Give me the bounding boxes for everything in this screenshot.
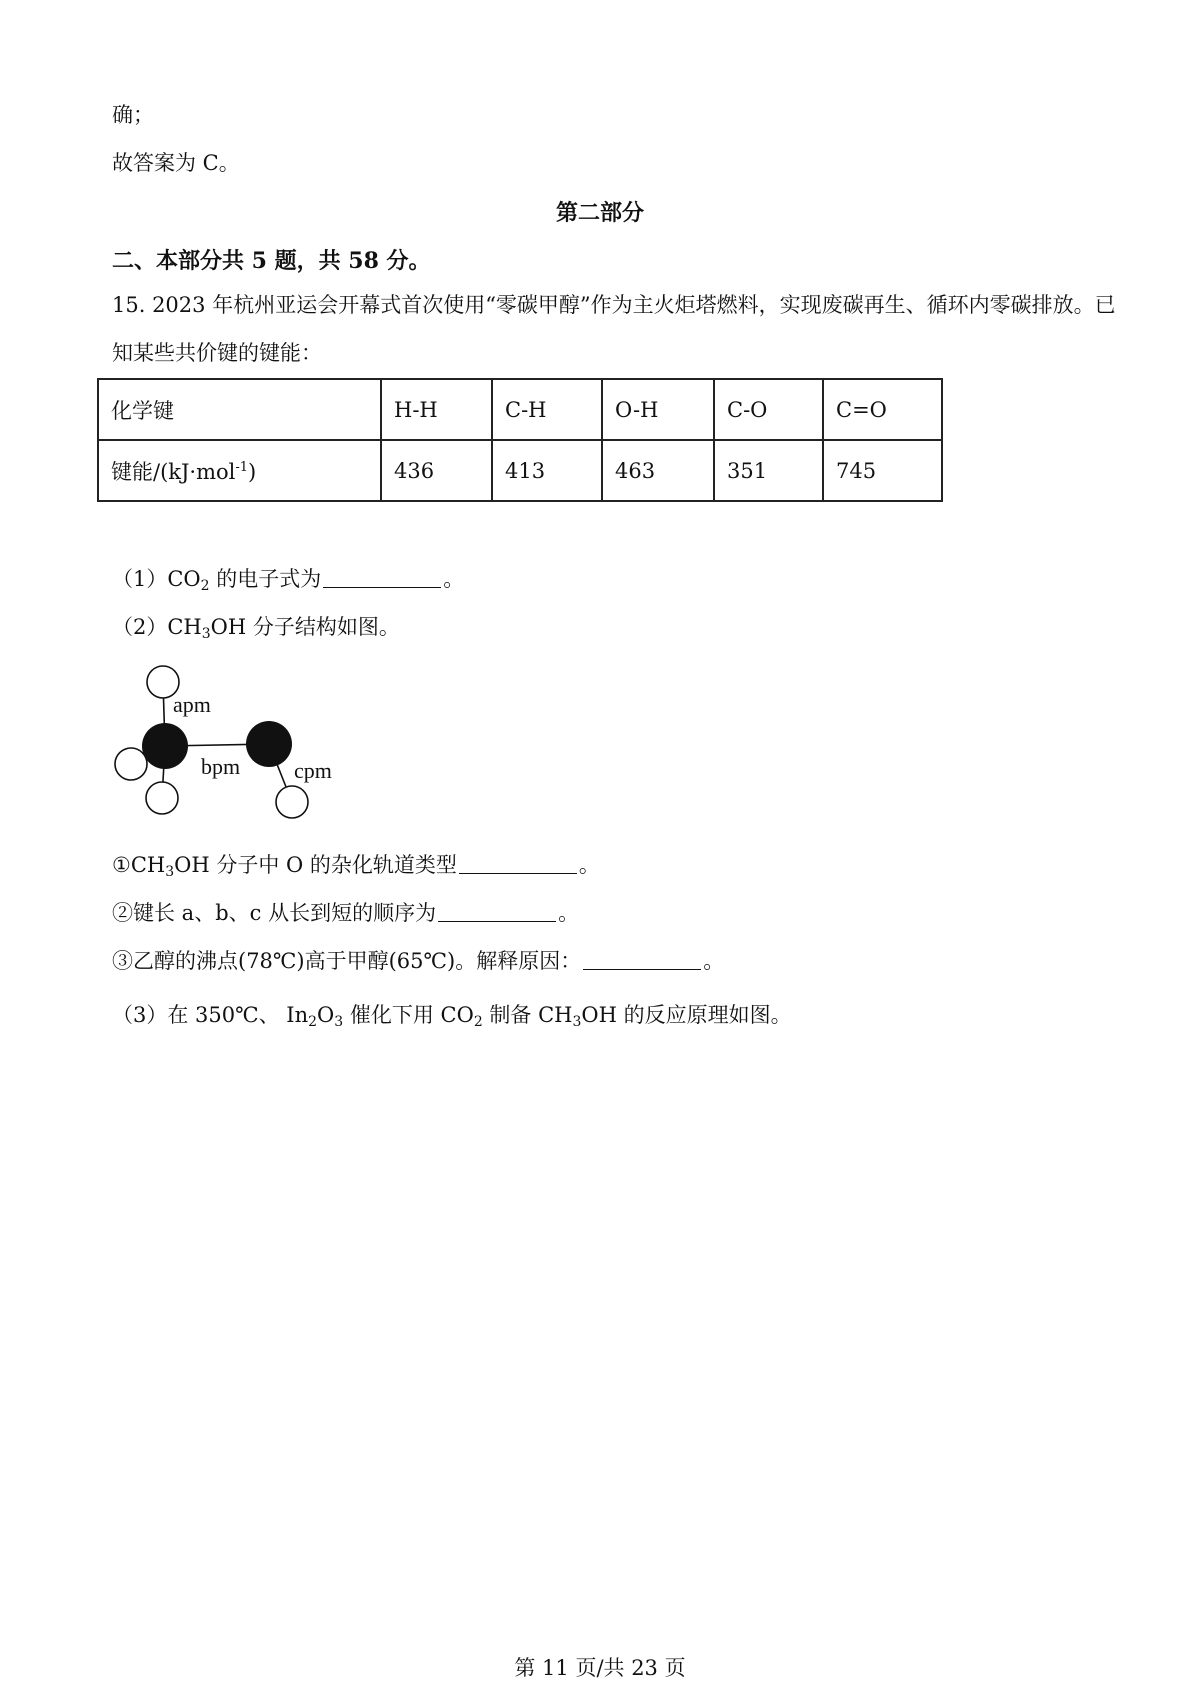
subscript: 2 — [473, 1014, 483, 1030]
energy-label: 键能/(kJ·mol — [111, 459, 236, 484]
text: （2）CH — [112, 615, 202, 639]
answer-blank[interactable] — [323, 569, 441, 588]
subscript: 3 — [165, 864, 175, 880]
table-cell: 413 — [492, 440, 602, 501]
text: 。 — [558, 901, 580, 925]
text: 。 — [703, 949, 725, 973]
part-title: 第二部分 — [555, 200, 644, 226]
sub-question-2 — [112, 612, 400, 642]
methanol-structure-diagram — [105, 660, 345, 830]
table-cell: C-H — [492, 379, 602, 440]
answer-blank[interactable] — [459, 855, 577, 874]
hydrogen-atom — [276, 786, 308, 818]
text: 的电子式为 — [209, 567, 322, 591]
text: O — [317, 1003, 335, 1027]
bond-label-a: apm — [173, 692, 211, 717]
text-line: 故答案为 C。 — [112, 151, 240, 175]
subscript: 3 — [201, 626, 211, 642]
carbon-atom — [142, 723, 188, 769]
text: ②键长 a、b、c 从长到短的顺序为 — [112, 901, 437, 925]
table-cell: 436 — [381, 440, 492, 501]
page-number: 第 11 页/共 23 页 — [514, 1656, 686, 1680]
energy-label-close: ) — [248, 459, 257, 484]
table-cell: 463 — [602, 440, 714, 501]
subscript: 2 — [308, 1014, 318, 1030]
subscript: 2 — [200, 578, 210, 594]
table-row — [98, 379, 942, 440]
text: 。 — [578, 853, 600, 877]
table-header-cell — [98, 440, 381, 501]
question-item-3 — [112, 946, 724, 976]
energy-label-exponent: -1 — [235, 459, 249, 475]
bond-label-c: cpm — [294, 758, 332, 783]
subscript: 3 — [334, 1014, 344, 1030]
text: （3）在 350℃、 In — [112, 1003, 309, 1027]
text: OH 的反应原理如图。 — [581, 1003, 792, 1027]
table-cell: O-H — [602, 379, 714, 440]
hydrogen-atom — [146, 782, 178, 814]
text: 制备 CH — [482, 1003, 573, 1027]
answer-blank[interactable] — [438, 903, 556, 922]
text: OH 分子结构如图。 — [210, 615, 400, 639]
hydrogen-atom — [115, 748, 147, 780]
answer-blank[interactable] — [583, 951, 701, 970]
text: 催化下用 CO — [343, 1003, 474, 1027]
table-cell: C=O — [823, 379, 942, 440]
text: 。 — [443, 567, 465, 591]
text: （1）CO — [112, 567, 201, 591]
bond-label-b: bpm — [201, 754, 241, 779]
text: ①CH — [112, 853, 166, 877]
table-cell: H-H — [381, 379, 492, 440]
text: ③乙醇的沸点(78℃)高于甲醇(65℃)。解释原因： — [112, 949, 582, 973]
subscript: 3 — [572, 1014, 582, 1030]
bond-energy-table — [97, 378, 943, 502]
table-cell: C-O — [714, 379, 823, 440]
table-row — [98, 440, 942, 501]
sub-question-1 — [112, 564, 464, 594]
table-cell: 351 — [714, 440, 823, 501]
question-item-1 — [112, 850, 600, 880]
oxygen-atom — [246, 721, 292, 767]
section-header: 二、本部分共 5 题，共 58 分。 — [112, 248, 431, 274]
question-item-2 — [112, 898, 579, 928]
text-line: 确； — [112, 103, 154, 127]
text: OH 分子中 O 的杂化轨道类型 — [174, 853, 457, 877]
sub-question-3 — [112, 1000, 792, 1030]
table-cell: 745 — [823, 440, 942, 501]
question-text: 知某些共价键的键能： — [112, 341, 322, 365]
table-header-cell: 化学键 — [98, 379, 381, 440]
question-text: 15. 2023 年杭州亚运会开幕式首次使用“零碳甲醇”作为主火炬塔燃料，实现废碳再生、循环内零碳排放。已 — [112, 293, 1116, 317]
